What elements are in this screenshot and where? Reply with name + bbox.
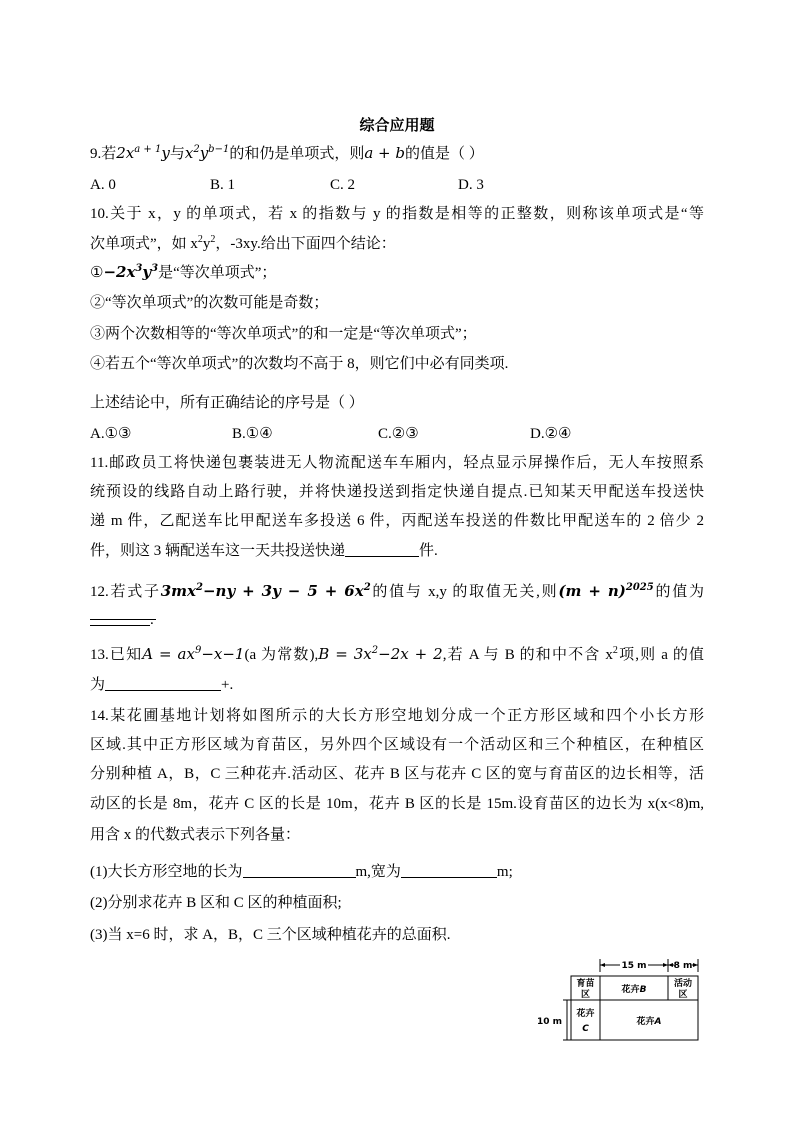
q9-expression-2-base: x xyxy=(184,144,194,162)
flower-a-label-letter: A xyxy=(654,1017,662,1027)
q10-option-c: C.②③ xyxy=(378,426,419,442)
q9-expression-3: a + b xyxy=(364,144,405,162)
q12-expr-1-b: −ny + 3y − 5 + 6x xyxy=(202,582,364,600)
q9-option-d: D. 3 xyxy=(458,177,484,193)
q11-line-3: 递 m 件，乙配送车比甲配送车多投送 6 件，丙配送车投送的件数比甲配送车的 2 倍少 2 xyxy=(90,513,704,529)
arrowhead-top-1 xyxy=(600,963,605,967)
q14-part-1-c: m; xyxy=(496,864,513,880)
dimension-label-15m: 15 m xyxy=(621,961,647,971)
flower-a-label-text: 花卉 xyxy=(636,1017,655,1027)
q12-text-mid: 的值与 x,y 的取值无关,则 xyxy=(370,584,559,600)
q12-expr-1-exponent-2: 2 xyxy=(363,582,371,593)
nursery-label-line-2: 区 xyxy=(580,990,591,1000)
flower-b-label-letter: B xyxy=(639,985,647,995)
q10-statement-1-number: ① xyxy=(90,265,104,281)
q10-line-2-exponent-1: 2 xyxy=(197,234,203,245)
q10-s1-exponent-1: 3 xyxy=(135,263,143,274)
q14-part-2: (2)分别求花卉 B 区和 C 区的种植面积; xyxy=(90,895,342,911)
q13-mid-exponent: 2 xyxy=(612,645,618,656)
q14-line-5: 用含 x 的代数式表示下列各量： xyxy=(90,827,301,843)
q13-line-2-end: +. xyxy=(221,677,234,693)
q12-lead: 12.若式子 xyxy=(90,584,161,600)
q9-expression-1 xyxy=(116,144,170,162)
q14-part-1 xyxy=(90,861,513,883)
q14-part-1-b: m,宽为 xyxy=(355,864,401,880)
q11-line-4-b: 件. xyxy=(419,543,438,559)
q10-option-b: B.①④ xyxy=(232,426,273,442)
q10-line-1: 10.关于 x，y 的单项式，若 x 的指数与 y 的指数是相等的正整数，则称该单项式是“等 xyxy=(90,206,704,222)
q9-text-2: 的和仍是单项式，则 xyxy=(229,146,365,162)
q14-line-2: 区域.其中正方形区域为育苗区，另外四个区域设有一个活动区和三个种植区，在种植区 xyxy=(90,737,704,753)
q12-expr-1-a: 3mx xyxy=(160,582,197,600)
activity-label-line-2: 区 xyxy=(678,990,688,1000)
nursery-label-line-1: 育苗 xyxy=(576,979,595,989)
dimension-label-8m: 8 m xyxy=(673,961,693,971)
q9-stem xyxy=(90,142,484,164)
q13-expr-a-2: −x−1 xyxy=(201,645,245,663)
q12-expr-1-exponent-1: 2 xyxy=(196,582,203,593)
q13-expr-b-1: B = 3x xyxy=(318,645,372,663)
q12-expression-1 xyxy=(161,582,371,600)
flower-b-label xyxy=(621,983,647,995)
q10-line-2-b: y xyxy=(202,236,211,252)
q10-statement-2: ②“等次单项式”的次数可能是奇数； xyxy=(90,295,329,311)
q10-s1-base-1: −2x xyxy=(103,263,136,281)
q13-mid-b: 项,则 a 的值 xyxy=(617,647,704,663)
q12-expr-2-base: (m + n) xyxy=(558,582,626,600)
q10-line-2 xyxy=(90,233,396,255)
q14-width-blank xyxy=(401,861,497,878)
q13-note: (a 为常数), xyxy=(244,647,319,663)
arrowhead-top-3 xyxy=(668,963,673,967)
q9-option-b: B. 1 xyxy=(210,177,236,193)
q10-s1-exponent-2: 3 xyxy=(151,263,159,274)
q11-line-4-a: 件，则这 3 辆配送车这一天共投送快递 xyxy=(90,543,346,559)
q10-statement-1-text: 是“等次单项式”； xyxy=(158,265,277,281)
q14-length-blank xyxy=(243,861,356,878)
arrowhead-top-4 xyxy=(693,963,698,967)
q9-expression-2-exponent-1: 2 xyxy=(193,144,200,155)
q13-expression-a xyxy=(142,645,244,663)
q13-lead: 13.已知 xyxy=(90,647,143,663)
q12-line-2 xyxy=(90,609,154,631)
q12-expr-2-exponent: 2025 xyxy=(625,582,654,593)
q14-line-1: 14.某花圃基地计划将如图所示的大长方形空地划分成一个正方形区域和四个小长方形 xyxy=(90,708,704,724)
q13-mid-a: ,若 A 与 B 的和中不含 x xyxy=(442,647,613,663)
arrowhead-top-2 xyxy=(663,963,668,967)
q10-statement-1 xyxy=(90,261,276,283)
q13-answer-blank xyxy=(105,674,221,691)
garden-layout-diagram xyxy=(536,952,705,1046)
q11-answer-blank xyxy=(345,540,419,557)
q9-lead: 9.若 xyxy=(90,146,117,162)
q10-statement-4: ④若五个“等次单项式”的次数均不高于 8，则它们中必有同类项. xyxy=(90,356,509,372)
q9-expression-2-exponent-2: b−1 xyxy=(208,144,230,155)
q12-answer-blank-2 xyxy=(90,609,150,626)
q9-expression-1-exponent: a + 1 xyxy=(134,144,162,155)
q13-line-2 xyxy=(90,674,233,696)
q10-line-2-exponent-2: 2 xyxy=(210,234,216,245)
q12-tail: 的值为 xyxy=(653,584,704,600)
q9-expression-1-base: 2x xyxy=(116,144,135,162)
activity-label-line-1: 活动 xyxy=(673,979,693,989)
q9-text-1: 与 xyxy=(169,146,185,162)
q12-line-1 xyxy=(90,580,704,602)
q9-tail: 的值是（ ） xyxy=(405,146,484,162)
q10-statement-3: ③两个次数相等的“等次单项式”的和一定是“等次单项式”； xyxy=(90,326,477,342)
q10-question: 上述结论中，所有正确结论的序号是（ ） xyxy=(90,395,364,411)
q10-statement-1-expression xyxy=(103,263,158,281)
q13-expr-a-1: A = ax xyxy=(142,645,195,663)
q9-expression-2 xyxy=(185,144,229,162)
q9-option-c: C. 2 xyxy=(330,177,356,193)
q11-line-2: 统预设的线路自动上路行驶，并将快递投送到指定快递自提点.已知某天甲配送车投送快 xyxy=(90,484,704,500)
q13-expr-b-exponent: 2 xyxy=(371,645,379,656)
q10-s1-base-2: y xyxy=(142,263,152,281)
q10-line-2-a: 次单项式”，如 x xyxy=(90,236,198,252)
q13-line-1 xyxy=(90,643,704,665)
q14-line-4: 动区的长是 8m，花卉 C 区的长是 10m，花卉 B 区的长是 15m.设育苗区的边长为 x(x<8)m, xyxy=(90,796,704,812)
q13-line-2-lead: 为 xyxy=(90,677,106,693)
q10-option-a: A.①③ xyxy=(90,426,132,442)
q12-expression-2 xyxy=(558,582,653,600)
q14-part-1-a: (1)大长方形空地的长为 xyxy=(90,864,243,880)
flower-c-label-line-2: C xyxy=(582,1024,589,1034)
q12-line-2-end: . xyxy=(150,612,154,628)
q14-part-3: (3)当 x=6 时，求 A，B，C 三个区域种植花卉的总面积. xyxy=(90,927,451,943)
q10-option-d: D.②④ xyxy=(530,426,572,442)
q10-line-2-c: ，-3xy.给出下面四个结论： xyxy=(215,236,396,252)
flower-b-label-text: 花卉 xyxy=(621,985,640,995)
q14-line-3: 分别种植 A，B，C 三种花卉.活动区、花卉 B 区与花卉 C 区的宽与育苗区的边长相等，活 xyxy=(90,766,704,782)
q9-option-a: A. 0 xyxy=(90,177,116,193)
q13-expr-a-exponent: 9 xyxy=(194,645,202,656)
dimension-label-10m: 10 m xyxy=(536,1017,562,1027)
q13-expression-b xyxy=(318,645,442,663)
flower-c-label-line-1: 花卉 xyxy=(576,1009,595,1019)
section-title: 综合应用题 xyxy=(359,116,435,134)
q9-expression-2-mid: y xyxy=(199,144,209,162)
q9-expression-1-tail: y xyxy=(161,144,170,162)
q13-expr-b-2: −2x + 2 xyxy=(378,645,443,663)
q11-line-4 xyxy=(90,540,438,562)
flower-a-label xyxy=(636,1015,662,1027)
q11-line-1: 11.邮政员工将快递包裹装进无人物流配送车车厢内，轻点显示屏操作后，无人车按照系 xyxy=(90,455,704,471)
